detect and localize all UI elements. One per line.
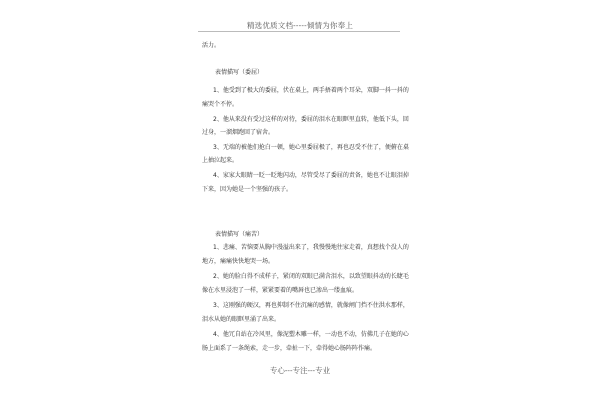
intro-text: 活力。 <box>202 42 221 49</box>
list-item: 1、悲痛、苦恼要从胸中漫溢出来了，我慢慢地往家走着，真想找个没人的 <box>213 244 409 251</box>
section-heading-sad: 表情描写（委屈） <box>215 69 264 76</box>
list-item: 上抽泣起来。 <box>202 157 239 164</box>
list-item: 痛哭个不停。 <box>202 101 239 108</box>
list-item: 地方，痛痛快快地哭一场。 <box>202 258 275 265</box>
list-item: 4、他冗自站在冷风里，像泥塑木雕一样，一动也不动，仿佛几子在她的心 <box>213 331 409 338</box>
list-item: 泪水从她的眼眶里涌了出来。 <box>202 316 281 323</box>
list-item: 过身，一溜烟跑回了宿舍。 <box>202 129 275 136</box>
list-item: 3、无端的被他们抢白一顿，她心里委屈极了，再也忍受不住了，便俯在桌 <box>213 144 409 151</box>
list-item: 像在水里浸泡了一样，紧紧要着的嘴唇也已渗出一缕血痕。 <box>202 287 359 294</box>
list-item: 肠上面系了一条绳索，走一步，牵扯一下，牵得她心肠阵阵作痛。 <box>202 345 377 352</box>
list-item: 下来，因为她是一个坚强的孩子。 <box>202 186 293 193</box>
list-item: 2、他从来没有受过这样的对待，委屈的泪水在眼眶里直转，他低下头，回 <box>213 116 409 123</box>
page-footer: 专心---专注---专业 <box>269 366 331 375</box>
header-divider <box>198 31 400 32</box>
list-item: 4、家家大眼睛一眨一眨地闪动，尽管受尽了委屈的责备，她也不让眼泪掉 <box>213 172 409 179</box>
page-header: 精选优质文档-----倾情为你奉上 <box>246 21 354 30</box>
list-item: 3、这刚强的硬汉，再也抑制不住沉痛的感情，就像闸门挡不住洪水那样， <box>213 302 409 309</box>
list-item: 1、他受到了极大的委屈，伏在桌上，两手捂着两个耳朵，双脚一抖一抖的 <box>213 87 409 94</box>
section-heading-pain: 表情描写（痛苦） <box>215 231 264 238</box>
list-item: 2、她的脸白得不成样子，紧闭的双眼已满含泪水，以致望眼抖动的长睫毛 <box>213 273 409 280</box>
